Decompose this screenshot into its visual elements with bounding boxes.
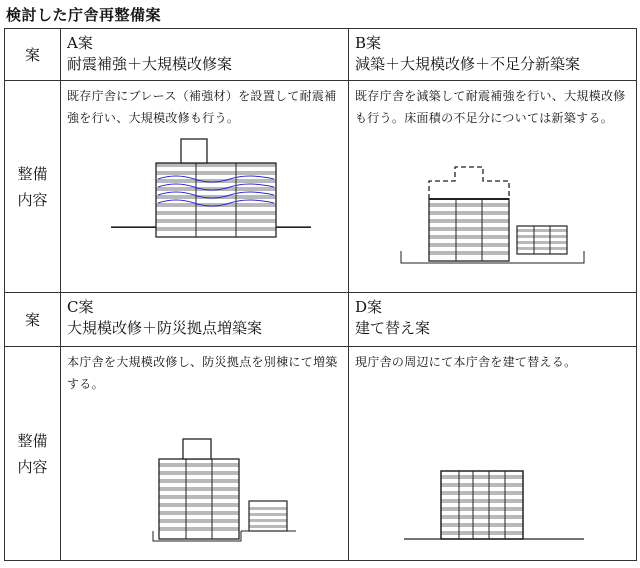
plan-c-building <box>153 439 296 541</box>
plan-comparison-table <box>4 28 637 561</box>
plan-d-floor-stripes <box>441 475 523 535</box>
plan-c-disaster-base-annex <box>249 501 287 531</box>
plan-b-floor-stripes <box>429 203 509 255</box>
plan-c-name: 大規模改修＋防災拠点増築案 <box>67 319 263 337</box>
plan-d-id: D案 <box>355 298 383 316</box>
content-label-line-1: 整備 <box>17 431 48 450</box>
plan-a-header <box>61 29 349 81</box>
plan-row-label: 案 <box>5 29 61 81</box>
plan-d-content <box>349 347 637 561</box>
content-label-line-1: 整備 <box>17 164 48 183</box>
plan-a-building <box>111 139 311 237</box>
content-label-line-2: 内容 <box>17 190 48 209</box>
content-row-label <box>5 347 61 561</box>
plan-b-name: 減築＋大規模改修＋不足分新築案 <box>355 55 581 73</box>
plan-content-row-ab <box>5 81 637 293</box>
plan-a-id: A案 <box>67 34 93 52</box>
plan-c-header <box>61 293 349 347</box>
plan-c-content <box>61 347 349 561</box>
plan-b-id: B案 <box>355 34 382 52</box>
plan-header-row-ab <box>5 29 637 81</box>
plan-d-description: 現庁舎の周辺にて本庁舎を建て替える。 <box>355 355 577 369</box>
document-title: 検討した庁舎再整備案 <box>6 6 162 24</box>
plan-c-description: 本庁舎を大規模改修し、防災拠点を別棟にて増築する。 <box>67 355 338 391</box>
plan-a-content <box>61 81 349 293</box>
content-row-label <box>5 81 61 293</box>
plan-a-name: 耐震補強＋大規模改修案 <box>67 55 233 73</box>
plan-d-diagram <box>349 347 637 561</box>
plan-d-building <box>404 471 584 539</box>
plan-a-floor-stripes <box>156 163 276 231</box>
plan-content-row-cd <box>5 347 637 561</box>
plan-b-header <box>349 29 637 81</box>
content-label-line-2: 内容 <box>17 457 48 476</box>
plan-header-row-cd <box>5 293 637 347</box>
plan-b-description: 既存庁舎を減築して耐震補強を行い、大規模改修も行う。床面積の不足分については新築する。 <box>355 89 626 125</box>
plan-d-name: 建て替え案 <box>355 319 431 337</box>
plan-b-content <box>349 81 637 293</box>
plan-c-floor-stripes <box>159 463 239 531</box>
plan-row-label: 案 <box>5 293 61 347</box>
plan-d-header <box>349 293 637 347</box>
plan-c-id: C案 <box>67 298 94 316</box>
plan-a-description: 既存庁舎にブレース（補強材）を設置して耐震補強を行い、大規模改修も行う。 <box>67 89 337 125</box>
plan-b-new-annex <box>517 226 567 254</box>
plan-b-building <box>401 167 584 263</box>
